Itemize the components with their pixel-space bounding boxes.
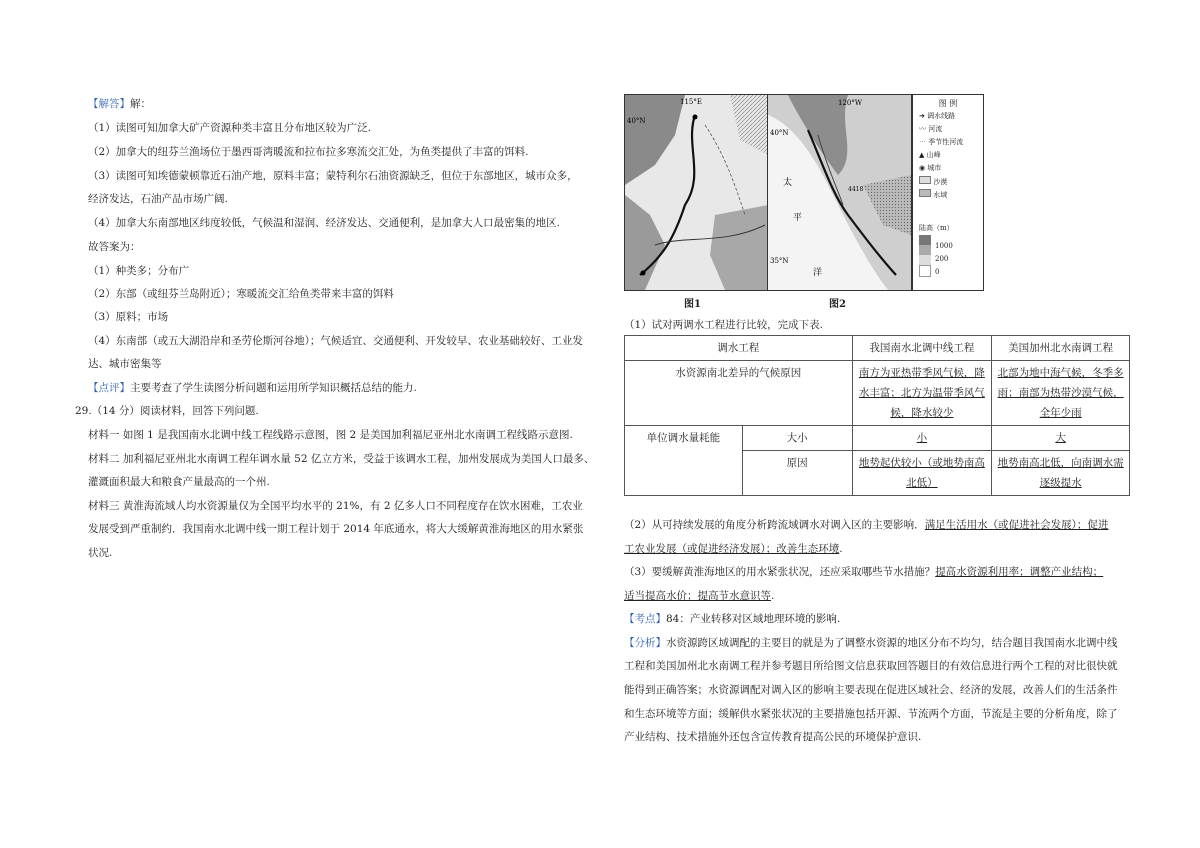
text-line: （2）东部（或纽芬兰岛附近）；寒暖流交汇给鱼类带来丰富的饵料 — [88, 288, 394, 300]
seasonal-river-icon: ⋯ — [919, 138, 926, 146]
rect — [919, 265, 931, 277]
row-group-label: 单位调水量耗能 — [625, 426, 743, 496]
q2-line — [624, 542, 843, 556]
legend-item — [919, 150, 941, 160]
analysis-line: 工程和美国加州北水南调工程并参考题目所给图文信息获取回答题目的有效信息进行两个工程的对比很快就 — [624, 660, 1118, 672]
comment-line — [88, 381, 417, 395]
answer-text: 小 — [916, 432, 928, 444]
header-cell: 美国加州北水南调工程 — [992, 336, 1130, 361]
text-line: 故答案为： — [88, 241, 141, 253]
rect — [919, 245, 931, 255]
material-line: 材料三 黄淮海流域人均水资源量仅为全国平均水平的 21%，有 2 亿多人口不同程度存在饮水困难，工农业 — [88, 500, 583, 512]
elevation-legend-title: 陆高（m） — [919, 224, 954, 232]
text-line: （3）原料；市场 — [88, 311, 169, 323]
elevation-value: 0 — [935, 268, 940, 276]
legend-item — [919, 111, 955, 121]
text-line: （3）读图可知埃德蒙顿靠近石油产地，原料丰富；蒙特利尔石油资源缺乏，但位于东部地区，城市众多， — [88, 170, 578, 182]
peak-icon: ▲ — [919, 151, 925, 159]
exam-point-line — [624, 612, 840, 626]
text: 山峰 — [926, 151, 941, 159]
table-header-row — [625, 336, 1130, 361]
text: 水资源跨区域调配的主要目的就是为了调整水资源的地区分布不均匀，结合题目我国南水北调中线 — [666, 637, 1118, 649]
q1-intro: （1）试对两调水工程进行比较，完成下表. — [624, 319, 824, 331]
comment-tag: 【点评】 — [88, 382, 130, 394]
text-line: （4）东南部（或五大湖沿岸和圣劳伦斯河谷地）；气候适宜、交通便利、开发较早、农业基础较好、工业发 — [88, 335, 583, 347]
answer-cell — [852, 361, 992, 426]
answer-text: 南方为亚热带季风气候，降水丰富；北方为温带季风气候，降水较少 — [858, 367, 985, 419]
answer-cell — [992, 426, 1130, 451]
material-line: 材料二 加利福尼亚州北水南调工程年调水量 52 亿立方米，受益于该调水工程，加州发展成为美国人口最多、 — [88, 453, 595, 465]
route-arrow-icon: ➜ — [919, 112, 925, 120]
answer-text: 大 — [1055, 432, 1066, 444]
text: 解： — [130, 98, 151, 110]
fig2-latitude-label-1: 40°N — [770, 129, 789, 137]
header-cell: 我国南水北调中线工程 — [852, 336, 992, 361]
elevation-ramp — [919, 235, 931, 275]
answer-text: 北部为地中海气候，冬季多雨；南部为热带沙漠气候，全年少雨 — [997, 367, 1124, 419]
q2-line — [624, 518, 1108, 532]
figure-2-caption: 图2 — [829, 299, 846, 310]
answer-cell — [852, 426, 992, 451]
text-line: （4）加拿大东南部地区纬度较低，气候温和湿润、经济发达、交通便利，是加拿大人口最密集的地区. — [88, 217, 561, 229]
elevation-value: 200 — [935, 255, 949, 263]
text-line: 经济发达，石油产品市场广阔. — [88, 193, 228, 205]
analysis-line: 产业结构、技术措施外还包含宣传教育提高公民的环境保护意识. — [624, 731, 922, 743]
answer-heading — [88, 97, 151, 111]
header-cell: 调水工程 — [625, 336, 853, 361]
answer-text: 满足生活用水（或促进社会发展）；促进 — [924, 519, 1109, 531]
text: 84：产业转移对区域地理环境的影响. — [666, 613, 841, 625]
pacific-label-2: 平 — [793, 213, 803, 223]
fig2-peak-label: 4418 — [848, 186, 864, 193]
text: （3）要缓解黄淮海地区的用水紧张状况，还应采取哪些节水措施？ — [624, 566, 936, 578]
table-row — [625, 361, 1130, 426]
figure-1-map — [624, 94, 769, 291]
desert-icon — [919, 176, 931, 184]
text-line: 达、城市密集等 — [88, 358, 162, 370]
answer-tag: 【解答】 — [88, 98, 130, 110]
figure-2-map — [767, 94, 912, 291]
fig2-longitude-label: 120°W — [838, 99, 863, 107]
row-label: 大小 — [742, 426, 852, 451]
figure-1-caption: 图1 — [684, 299, 701, 310]
text: 城市 — [927, 164, 942, 172]
legend-item — [919, 176, 947, 187]
legend-title: 图 例 — [938, 99, 958, 108]
rect — [919, 235, 931, 245]
answer-text: 地势起伏较小（或地势南高北低） — [858, 457, 985, 489]
row-label: 水资源南北差异的气候原因 — [625, 361, 853, 426]
q3-line — [624, 589, 774, 603]
text: . — [771, 590, 775, 602]
question-title: 29.（14 分）阅读材料，回答下列问题. — [75, 405, 259, 417]
analysis-line: 能得到正确答案；水资源调配对调入区的影响主要表现在促进区域社会、经济的发展，改善人们的生活条件 — [624, 684, 1118, 696]
analysis-tag: 【分析】 — [624, 637, 666, 649]
map-1-graphic — [625, 95, 768, 290]
fig1-longitude-label: 115°E — [680, 98, 702, 106]
legend-item — [919, 137, 963, 147]
elevation-value: 1000 — [935, 242, 953, 250]
answer-text: 提高水资源利用率；调整产业结构； — [935, 566, 1104, 578]
text: 沙漠 — [933, 178, 948, 186]
legend-item — [919, 189, 947, 200]
material-line: 材料一 如图 1 是我国南水北调中线工程线路示意图，图 2 是美国加利福尼亚州北水南调工程线路示意图. — [88, 429, 573, 441]
city-icon: ◉ — [919, 164, 926, 172]
pacific-label-1: 太 — [783, 178, 793, 188]
table-row — [625, 426, 1130, 451]
text: 水域 — [933, 191, 948, 199]
answer-cell — [852, 451, 992, 496]
answer-cell — [992, 361, 1130, 426]
answer-text: 地势南高北低，向南调水需逐级提水 — [997, 457, 1124, 489]
water-icon — [919, 189, 931, 197]
text: 主要考查了学生读图分析问题和运用所学知识概括总结的能力. — [130, 382, 417, 394]
analysis-line: 和生态环境等方面；缓解供水紧张状况的主要措施包括开源、节流两个方面，节流是主要的分析角度，除了 — [624, 708, 1118, 720]
answer-text: 适当提高水价；提高节水意识等 — [624, 590, 771, 602]
fig2-latitude-label-2: 35°N — [770, 257, 789, 265]
legend-item — [919, 124, 942, 134]
text-line: （1）读图可知加拿大矿产资源种类丰富且分布地区较为广泛. — [88, 122, 372, 134]
material-line: 状况. — [88, 547, 113, 559]
map-legend — [912, 94, 984, 291]
text: 季节性河流 — [928, 138, 964, 146]
text: 河流 — [928, 125, 943, 133]
text-line: （1）种类多；分布广 — [88, 265, 190, 277]
rect — [919, 255, 931, 265]
map-2-graphic — [768, 95, 911, 290]
analysis-line — [624, 636, 1118, 650]
river-icon: 〰 — [919, 125, 926, 133]
answer-text: 工农业发展（或促进经济发展）；改善生态环境 — [624, 543, 840, 555]
exam-point-tag: 【考点】 — [624, 613, 666, 625]
pacific-label-3: 洋 — [813, 268, 823, 278]
text: （2）从可持续发展的角度分析跨流域调水对调入区的主要影响． — [624, 519, 925, 531]
row-label: 原因 — [742, 451, 852, 496]
text: 调水线路 — [927, 112, 956, 120]
text-line: （2）加拿大的纽芬兰渔场位于墨西哥湾暖流和拉布拉多寒流交汇处，为鱼类提供了丰富的饵料. — [88, 146, 529, 158]
material-line: 发展受到严重制约．我国南水北调中线一期工程计划于 2014 年底通水，将大大缓解黄淮海地区的用水紧张 — [88, 523, 584, 535]
answer-cell — [992, 451, 1130, 496]
figures — [624, 94, 964, 310]
text: . — [839, 543, 843, 555]
fig1-latitude-label: 40°N — [627, 117, 646, 125]
q3-line — [624, 565, 1103, 579]
material-line: 灌溉面积最大和粮食产量最高的一个州. — [88, 476, 270, 488]
comparison-table — [624, 335, 1130, 496]
legend-item — [919, 163, 941, 173]
